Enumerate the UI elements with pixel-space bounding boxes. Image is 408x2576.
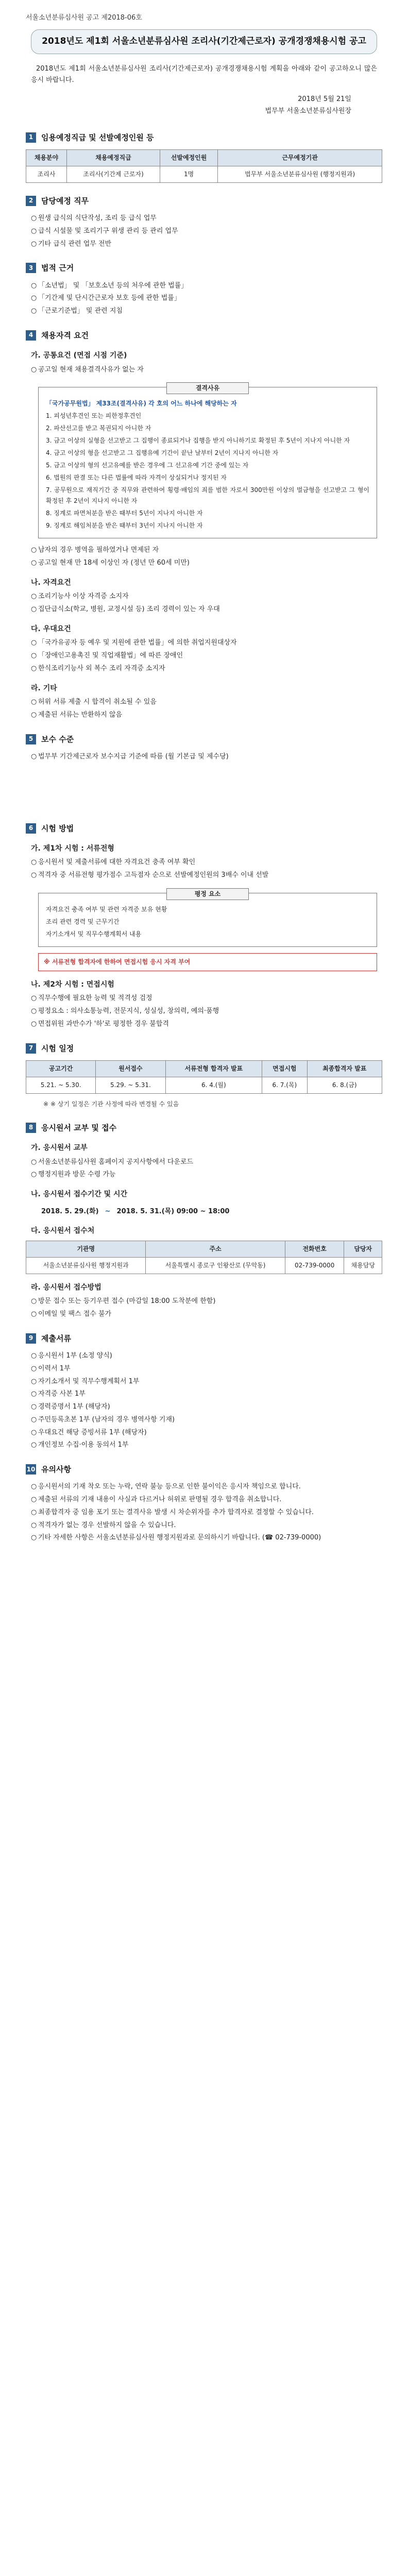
section-title: 법적 근거 [41, 263, 74, 273]
table-header: 기관명 [26, 1241, 146, 1257]
list-item: ○ 적격자가 없는 경우 선발하지 않을 수 있습니다. [31, 1520, 382, 1532]
box-line: 「국가공무원법」 제33조(결격사유) 각 호의 어느 하나에 해당하는 자 [46, 400, 237, 408]
list-item: ○ 응시원서의 기재 착오 또는 누락, 연락 불능 등으로 인한 불이익은 응시자 책임으로 합니다. [31, 1481, 382, 1493]
list-item: ○ 한식조리기능사 외 복수 조리 자격증 소지자 [31, 663, 382, 675]
list-item: ○ 주민등록초본 1부 (남자의 경우 병역사항 기재) [31, 1414, 382, 1426]
section-5-header [26, 733, 382, 746]
list-item: ○ 조리기능사 이상 자격증 소지자 [31, 591, 382, 603]
list-item: ○ 자격증 사본 1부 [31, 1388, 382, 1400]
section-7-header [26, 1042, 382, 1055]
evaluation-box [38, 890, 377, 947]
list-item: ○ 법무부 기간제근로자 보수지급 기준에 따름 (월 기본급 및 제수당) [31, 751, 382, 763]
list-item: ○ 공고일 현재 만 18세 이상인 자 (정년 만 60세 미만) [31, 557, 382, 569]
section-number: 10 [26, 1464, 36, 1475]
list-item: ○ 개인정보 수집·이용 동의서 1부 [31, 1439, 382, 1451]
table-header: 채용분야 [26, 149, 67, 166]
issuing-org: 법무부 서울소년분류심사원장 [265, 107, 351, 115]
subsection-title: 나. 응시원서 접수기간 및 시간 [31, 1190, 128, 1198]
box-line: 7. 공무원으로 재직기간 중 직무와 관련하여 횡령·배임의 죄를 범한 자로서 300만원 이상의 벌금형을 선고받고 그 형이 확정된 후 2년이 지나지 아니한 자 [46, 486, 369, 505]
table-header: 선발예정인원 [160, 149, 217, 166]
table-header: 최종합격자 발표 [307, 1060, 382, 1077]
table-cell: 02-739-0000 [285, 1257, 344, 1274]
table-header: 근무예정기관 [218, 149, 382, 166]
table-cell: 6. 8.(금) [307, 1077, 382, 1093]
recruitment-table [26, 149, 382, 183]
table-row [26, 166, 382, 182]
list-item: ○ 이메일 및 팩스 접수 불가 [31, 1309, 382, 1320]
table-header: 전화번호 [285, 1241, 344, 1257]
subsection-title: 나. 자격요건 [31, 578, 71, 587]
list-item: ○ 응시원서 및 제출서류에 대한 자격요건 충족 여부 확인 [31, 857, 382, 869]
table-cell: 조리사 [26, 166, 67, 182]
table-cell: 서울특별시 종로구 인왕산로 (무악동) [146, 1257, 285, 1274]
section-number: 7 [26, 1043, 36, 1054]
list-item: ○ 「소년법」 및 「보호소년 등의 처우에 관한 법률」 [31, 280, 382, 292]
box-title: 결격사유 [166, 382, 249, 394]
period-start: 2018. 5. 29.(화) [41, 1207, 99, 1215]
box-line: 8. 징계로 파면처분을 받은 때부터 5년이 지나지 아니한 자 [46, 510, 203, 517]
table-cell: 서울소년분류심사원 행정지원과 [26, 1257, 146, 1274]
section-number: 2 [26, 196, 36, 206]
list-item: ○ 「근로기준법」 및 관련 지침 [31, 306, 382, 317]
box-title: 평정 요소 [166, 888, 249, 900]
table-row [26, 1077, 382, 1093]
list-item: ○ 자기소개서 및 직무수행계획서 1부 [31, 1376, 382, 1388]
list-item: ○ 이력서 1부 [31, 1363, 382, 1375]
list-item: ○ 서울소년분류심사원 홈페이지 공지사항에서 다운로드 [31, 1157, 382, 1168]
list-item: ○ 공고일 현재 채용결격사유가 없는 자 [31, 364, 382, 376]
notice-title: 2018년도 제1회 서울소년분류심사원 조리사(기간제근로자) 공개경쟁채용시험 공고 [31, 29, 377, 54]
box-line: 1. 피성년후견인 또는 피한정후견인 [46, 412, 142, 420]
subsection-title: 다. 우대요건 [31, 624, 71, 633]
table-header: 담당자 [344, 1241, 382, 1257]
section-title: 유의사항 [41, 1465, 71, 1474]
list-item: ○ 행정지원과 방문 수령 가능 [31, 1169, 382, 1181]
table-header: 원서접수 [96, 1060, 165, 1077]
section-4-header [26, 329, 382, 342]
section-title: 담당예정 직무 [41, 196, 89, 206]
subsection-title: 라. 기타 [31, 684, 57, 692]
list-item: ○ 기타 자세한 사항은 서울소년분류심사원 행정지원과로 문의하시기 바랍니다. (☎ 02-739-0000) [31, 1532, 382, 1544]
period-separator: ~ [105, 1207, 111, 1215]
list-item: ○ 평정요소 : 의사소통능력, 전문지식, 성실성, 창의력, 예의·품행 [31, 1006, 382, 1018]
table-cell: 6. 4.(월) [165, 1077, 262, 1093]
box-line: 6. 법원의 판결 또는 다른 법률에 따라 자격이 상실되거나 정지된 자 [46, 474, 227, 482]
list-item: ○ 「기간제 및 단시간근로자 보호 등에 관한 법률」 [31, 293, 382, 304]
subsection-title: 라. 응시원서 접수방법 [31, 1283, 101, 1292]
box-line: 자기소개서 및 직무수행계획서 내용 [46, 930, 142, 938]
table-header: 면접시험 [262, 1060, 307, 1077]
list-item: ○ 응시원서 1부 (소정 양식) [31, 1350, 382, 1362]
subsection-title: 가. 공통요건 (면접 시점 기준) [31, 351, 127, 360]
table-header: 주소 [146, 1241, 285, 1257]
table-cell: 조리사(기간제 근로자) [67, 166, 160, 182]
table-header: 서류전형 합격자 발표 [165, 1060, 262, 1077]
list-item: ○ 적격자 중 서류전형 평가점수 고득점자 순으로 선발예정인원의 3배수 이내 선발 [31, 870, 382, 882]
box-line: 조리 관련 경력 및 근무기간 [46, 918, 120, 925]
list-item: ○ 「장애인고용촉진 및 직업재활법」에 따른 장애인 [31, 650, 382, 662]
box-line: 4. 금고 이상의 형을 선고받고 그 집행유예 기간이 끝난 날부터 2년이 지나지 아니한 자 [46, 449, 279, 457]
section-number: 6 [26, 823, 36, 834]
section-title: 응시원서 교부 및 접수 [41, 1123, 117, 1132]
list-item: ○ 우대요건 해당 증빙서류 1부 (해당자) [31, 1427, 382, 1439]
table-cell: 법무부 서울소년분류심사원 (행정지원과) [218, 166, 382, 182]
list-item: ○ 면접위원 과반수가 '하'로 평정한 경우 불합격 [31, 1019, 382, 1030]
table-row [26, 1257, 382, 1274]
table-header: 공고기간 [26, 1060, 96, 1077]
subsection-title: 가. 제1차 시험 : 서류전형 [31, 844, 114, 853]
list-item: ○ 최종합격자 중 임용 포기 또는 결격사유 발생 시 차순위자를 추가 합격자로 결정할 수 있습니다. [31, 1507, 382, 1519]
section-number: 5 [26, 734, 36, 744]
application-period [41, 1206, 382, 1218]
section-1-header [26, 131, 382, 144]
list-item: ○ 제출된 서류는 반환하지 않음 [31, 709, 382, 721]
list-item: ○ 제출된 서류의 기재 내용이 사실과 다르거나 허위로 판명될 경우 합격을 취소합니다. [31, 1494, 382, 1506]
intro-text: 2018년도 제1회 서울소년분류심사원 조리사(기간제근로자) 공개경쟁채용시험 계획을 아래와 같이 공고하오니 많은 응시 바랍니다. [31, 64, 377, 84]
section-number: 4 [26, 330, 36, 341]
table-cell: 6. 7.(목) [262, 1077, 307, 1093]
table-cell: 1명 [160, 166, 217, 182]
section-10-header [26, 1463, 382, 1476]
section-number: 9 [26, 1333, 36, 1344]
period-end: 2018. 5. 31.(목) 09:00 ~ 18:00 [116, 1207, 230, 1215]
list-item: ○ 허위 서류 제출 시 합격이 취소될 수 있음 [31, 697, 382, 708]
list-item: ○ 급식 시설물 및 조리기구 위생 관리 등 관리 업무 [31, 226, 382, 238]
section-title: 제출서류 [41, 1333, 71, 1343]
section-title: 시험 일정 [41, 1043, 74, 1053]
section-title: 보수 수준 [41, 734, 74, 744]
section-number: 8 [26, 1123, 36, 1133]
box-line: 2. 파산선고를 받고 복권되지 아니한 자 [46, 425, 151, 432]
list-item: ○ 기타 급식 관련 업무 전반 [31, 239, 382, 250]
section-title: 시험 방법 [41, 823, 74, 833]
table-header: 채용예정직급 [67, 149, 160, 166]
box-line: 5. 금고 이상의 형의 선고유예를 받은 경우에 그 선고유예 기간 중에 있는 자 [46, 462, 249, 469]
office-table [26, 1241, 382, 1274]
list-item: ○ 남자의 경우 병역을 필하였거나 면제된 자 [31, 545, 382, 556]
notice-number: 서울소년분류심사원 공고 제2018-06호 [26, 14, 142, 22]
list-item: ○ 집단급식소(학교, 병원, 교정시설 등) 조리 경력이 있는 자 우대 [31, 604, 382, 616]
box-line: 9. 징계로 해임처분을 받은 때부터 3년이 지나지 아니한 자 [46, 522, 203, 530]
notice-date: 2018년 5월 21일 [298, 95, 351, 103]
table-cell: 5.21. ~ 5.30. [26, 1077, 96, 1093]
box-line: 3. 금고 이상의 실형을 선고받고 그 집행이 종료되거나 집행을 받지 아니하기로 확정된 후 5년이 지나지 아니한 자 [46, 437, 350, 445]
schedule-table [26, 1060, 382, 1094]
table-cell: 5.29. ~ 5.31. [96, 1077, 165, 1093]
section-9-header [26, 1332, 382, 1345]
list-item: ○ 원생 급식의 식단작성, 조리 등 급식 업무 [31, 213, 382, 225]
subsection-title: 가. 응시원서 교부 [31, 1144, 88, 1152]
list-item: ○ 「국가유공자 등 예우 및 지원에 관한 법률」에 의한 취업지원대상자 [31, 637, 382, 649]
list-item: ○ 방문 접수 또는 등기우편 접수 (마감일 18:00 도착분에 한함) [31, 1296, 382, 1308]
section-6-header [26, 822, 382, 835]
section-3-header [26, 261, 382, 275]
section-8-header [26, 1121, 382, 1134]
section-number: 1 [26, 132, 36, 143]
table-cell: 채용담당 [344, 1257, 382, 1274]
box-line: 자격요건 충족 여부 및 관련 자격증 보유 현황 [46, 905, 167, 913]
list-item: ○ 경력증명서 1부 (해당자) [31, 1401, 382, 1413]
subsection-title: 다. 응시원서 접수처 [31, 1227, 95, 1235]
list-item: ○ 직무수행에 필요한 능력 및 적격성 검정 [31, 993, 382, 1005]
section-title: 채용자격 요건 [41, 330, 89, 340]
notice-callout: ※ 서류전형 합격자에 한하여 면접시험 응시 자격 부여 [38, 953, 377, 971]
schedule-note: ※ ※ 상기 일정은 기관 사정에 따라 변경될 수 있음 [43, 1099, 382, 1110]
subsection-title: 나. 제2차 시험 : 면접시험 [31, 980, 114, 989]
section-title: 임용예정직급 및 선발예정인원 등 [41, 132, 154, 142]
disqualification-box [38, 384, 377, 538]
section-number: 3 [26, 263, 36, 273]
section-2-header [26, 194, 382, 208]
